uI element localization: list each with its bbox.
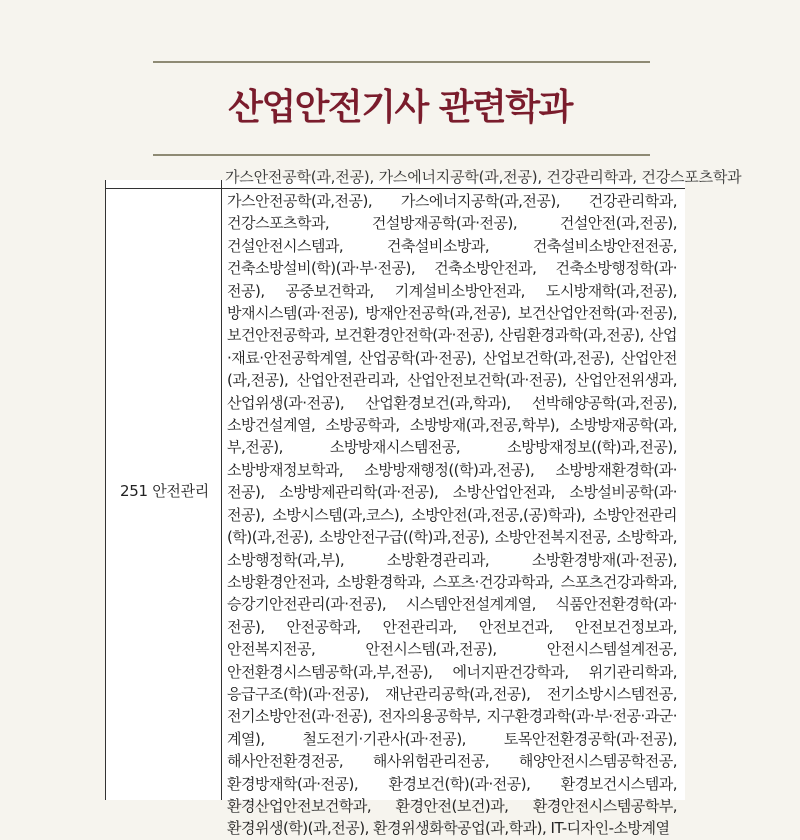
category-code: 251 bbox=[120, 482, 148, 500]
title-bottom-rule bbox=[153, 154, 650, 156]
category-column bbox=[105, 180, 222, 800]
clipped-previous-row: 가스안전공학(과,전공), 가스에너지공학(과,전공), 건강관리학과, 건강스포츠학과 bbox=[225, 168, 742, 186]
department-table bbox=[105, 168, 742, 838]
department-list: 가스안전공학(과,전공), 가스에너지공학(과,전공), 건강관리학과, 건강스포츠학과, 건설방재공학(과·전공), 건설안전(과,전공), 건설안전시스템과, 건축설비소방과, 건축설비소방안전전공, 건축소방설비(학)(과·부·전공), 건축소방안전과, 건축소방행정학(과·전공), 공중보건학과, 기계설비소방안전과, 도시방재학(과,전공), 방재시스템(과·전공), 방재안전공학(과,전공), 보건산업안전학(과·전공), 보건안전공학과, 보건환경안전학(과·전공), 산림환경과학(과,전공), 산업·재료·안전공학계열, 산업공학(과·전공), 산업보건학(과,전공), 산업안전(과,전공), 산업안전관리과, 산업안전보건학(과·전공), 산업안전위생과, 산업위생(과·전공), 산업환경보건(과,학과), 선박해양공학(과,전공), 소방건설계열, 소방공학과, 소방방재(과,전공,학부), 소방방재공학(과,부,전공), 소방방재시스템전공, 소방방재정보((학)과,전공), 소방방재정보학과, 소방방재행정((학)과,전공), 소방방재환경학(과·전공), 소방방제관리학(과·전공), 소방산업안전과, 소방설비공학(과·전공), 소방시스템(과,코스), 소방안전(과,전공,(공)학과), 소방안전관리(학)(과,전공), 소방안전구급((학)과,전공), 소방안전복지전공, 소방학과, 소방행정학(과,부), 소방환경관리과, 소방환경방재(과·전공), 소방환경안전과, 소방환경학과, 스포츠·건강과학과, 스포츠건강과학과, 승강기안전관리(과·전공), 시스템안전설계계열, 식품안전환경학(과·전공), 안전공학과, 안전관리과, 안전보건과, 안전보건정보과, 안전복지전공, 안전시스템(과,전공), 안전시스템설계전공, 안전환경시스템공학(과,부,전공), 에너지판건강학과, 위기관리학과, 응급구조(학)(과·전공), 재난관리공학(과,전공), 전기소방시스템전공, 전기소방안전(과·전공), 전자의용공학부, 지구환경과학(과·부·전공·과군·계열), 철도전기·기관사(과·전공), 토목안전환경공학(과·전공), 해사안전환경전공, 해사위험관리전공, 해양안전시스템공학전공, 환경방재학(과·전공), 환경보건(학)(과·전공), 환경보건시스템과, 환경산업안전보건학과, 환경안전(보건)과, 환경안전시스템공학부, 환경위생(학)(과,전공), 환경위생화학공업(과,학과), IT-디자인-소방계열 bbox=[227, 192, 677, 838]
category-cell bbox=[106, 480, 223, 501]
page-title: 산업안전기사 관련학과 bbox=[228, 87, 572, 128]
category-name: 안전관리 bbox=[152, 482, 209, 500]
title-top-rule bbox=[153, 61, 650, 63]
